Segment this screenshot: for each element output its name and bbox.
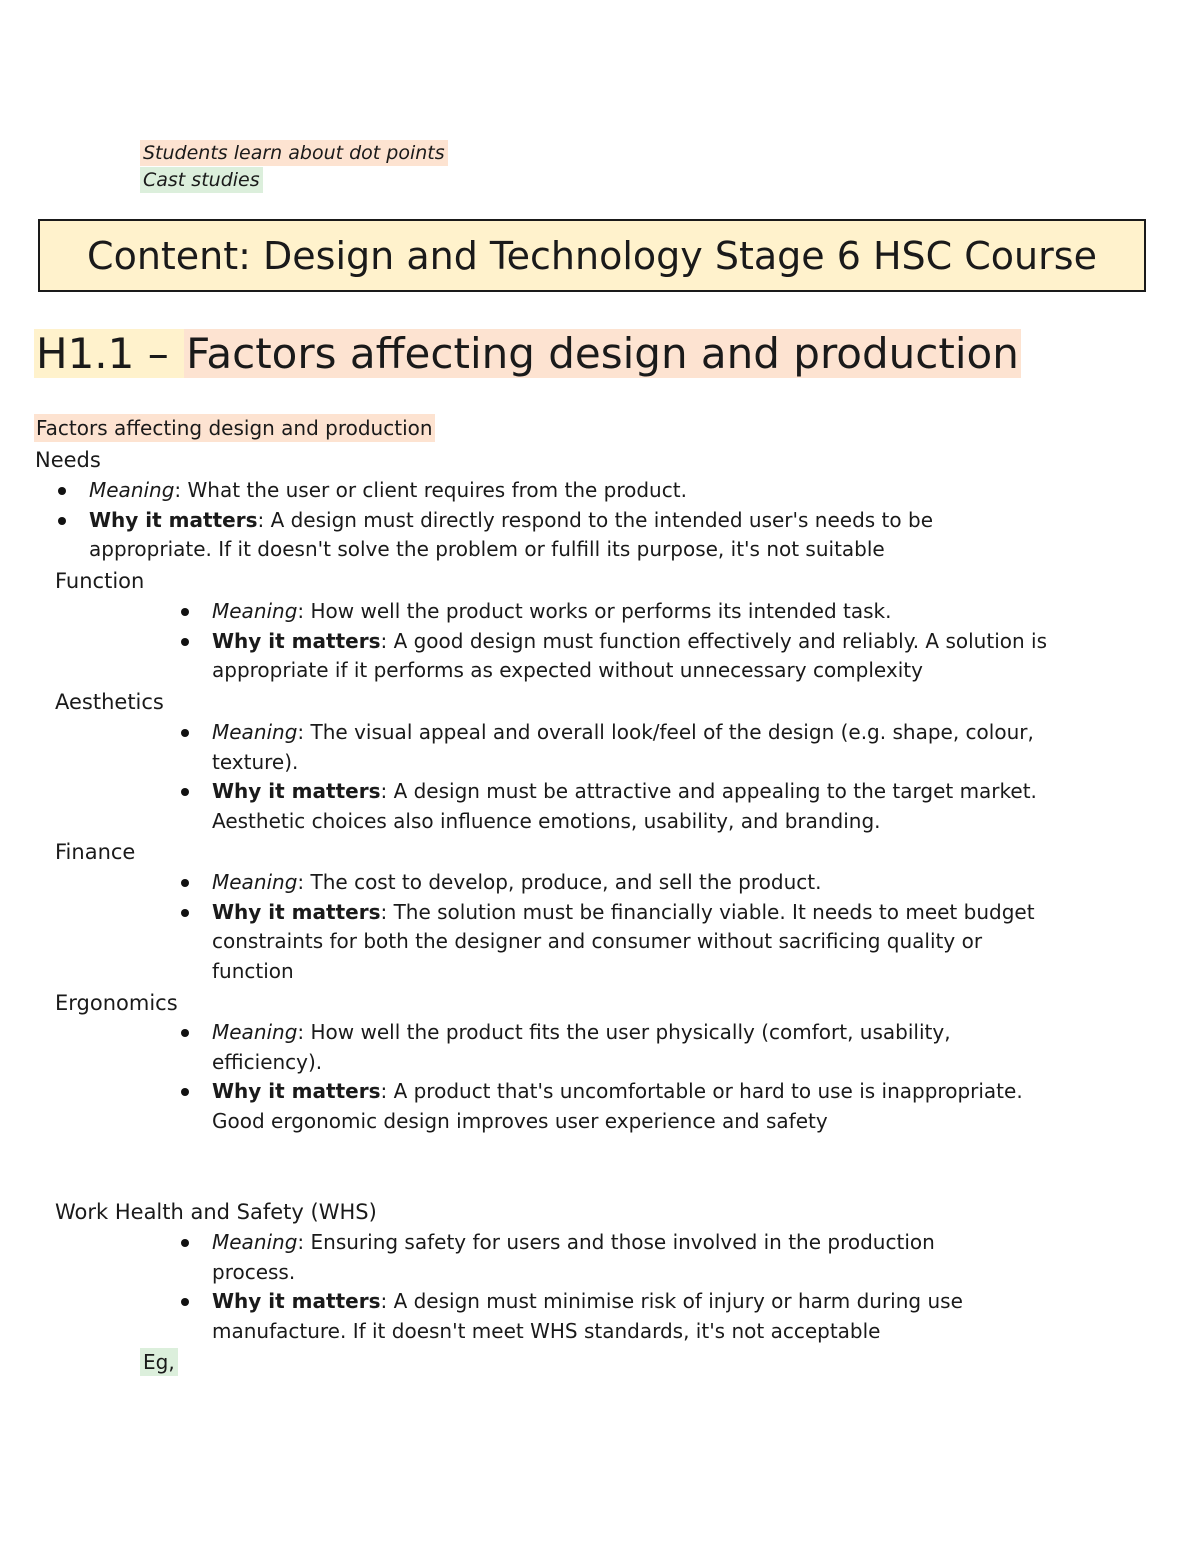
list-item — [212, 1287, 1012, 1346]
list-item — [212, 777, 1067, 836]
why-text: : A good design must function effectively and reliably. A solution is appropriate if it performs as expected without unnecessary complexity — [212, 628, 1048, 682]
list-item — [212, 597, 1067, 627]
subheading: Factors affecting design and production — [36, 416, 433, 440]
why-term: Why it matters — [212, 899, 381, 924]
list-item — [212, 627, 1067, 686]
meaning-text: : Ensuring safety for users and those involved in the production process. — [212, 1230, 935, 1284]
why-text: : A design must directly respond to the intended user's needs to be appropriate. If it doesn't solve the problem or fulfill its purpose, it's not suitable — [89, 507, 933, 561]
label-function: Function — [55, 569, 145, 593]
course-title-box — [38, 219, 1146, 292]
list-needs — [89, 476, 989, 565]
meaning-text: : The cost to develop, produce, and sell the product. — [297, 870, 822, 894]
label-finance: Finance — [55, 840, 136, 864]
label-whs: Work Health and Safety (WHS) — [55, 1200, 377, 1224]
meaning-term: Meaning — [89, 478, 175, 502]
why-text: : A design must minimise risk of injury or harm during use manufacture. If it doesn't meet WHS standards, it's not acceptable — [212, 1289, 963, 1343]
why-text: : A product that's uncomfortable or hard to use is inappropriate. Good ergonomic design improves user experience and safety — [212, 1079, 1023, 1133]
why-text: : The solution must be financially viable. It needs to meet budget constraints for both the designer and consumer without sacrificing quality or function — [212, 899, 1035, 983]
meaning-text: : The visual appeal and overall look/feel of the design (e.g. shape, colour, texture). — [212, 720, 1034, 774]
course-title: Content: Design and Technology Stage 6 HSC Course — [87, 233, 1097, 278]
why-term: Why it matters — [212, 1289, 381, 1313]
list-item — [212, 898, 1067, 987]
label-needs: Needs — [35, 448, 101, 472]
meaning-term: Meaning — [212, 720, 298, 744]
list-whs — [212, 1228, 1012, 1346]
list-function — [212, 597, 1067, 686]
list-item — [212, 1018, 1067, 1077]
list-ergonomics — [212, 1018, 1067, 1136]
list-item — [212, 868, 1067, 898]
list-item — [212, 1228, 1012, 1287]
list-aesthetics — [212, 718, 1067, 836]
heading-number: H1.1 – — [36, 329, 183, 378]
meaning-text: : How well the product works or performs its intended task. — [297, 599, 892, 623]
meaning-term: Meaning — [212, 1020, 298, 1044]
meaning-term: Meaning — [212, 599, 298, 623]
meaning-text: : How well the product fits the user physically (comfort, usability, efficiency). — [212, 1020, 951, 1074]
meaning-term: Meaning — [212, 1230, 298, 1254]
legend-case-studies: Cast studies — [140, 167, 263, 193]
list-item — [212, 1077, 1067, 1136]
label-ergonomics: Ergonomics — [55, 991, 178, 1015]
why-term: Why it matters — [212, 779, 381, 803]
list-finance — [212, 868, 1067, 986]
why-text: : A design must be attractive and appealing to the target market. Aesthetic choices also influence emotions, usability, and branding. — [212, 779, 1037, 833]
heading-text: Factors affecting design and production — [186, 329, 1019, 378]
meaning-text: : What the user or client requires from the product. — [174, 478, 687, 502]
list-item — [212, 718, 1067, 777]
example-marker: Eg, — [140, 1348, 178, 1376]
section-heading — [34, 324, 1021, 384]
why-term: Why it matters — [212, 628, 381, 653]
meaning-term: Meaning — [212, 870, 298, 894]
why-term: Why it matters — [212, 1079, 381, 1103]
list-item — [89, 476, 989, 506]
label-aesthetics: Aesthetics — [55, 690, 164, 714]
list-item — [89, 506, 989, 565]
why-term: Why it matters — [89, 507, 258, 532]
legend-dot-points: Students learn about dot points — [140, 140, 448, 166]
